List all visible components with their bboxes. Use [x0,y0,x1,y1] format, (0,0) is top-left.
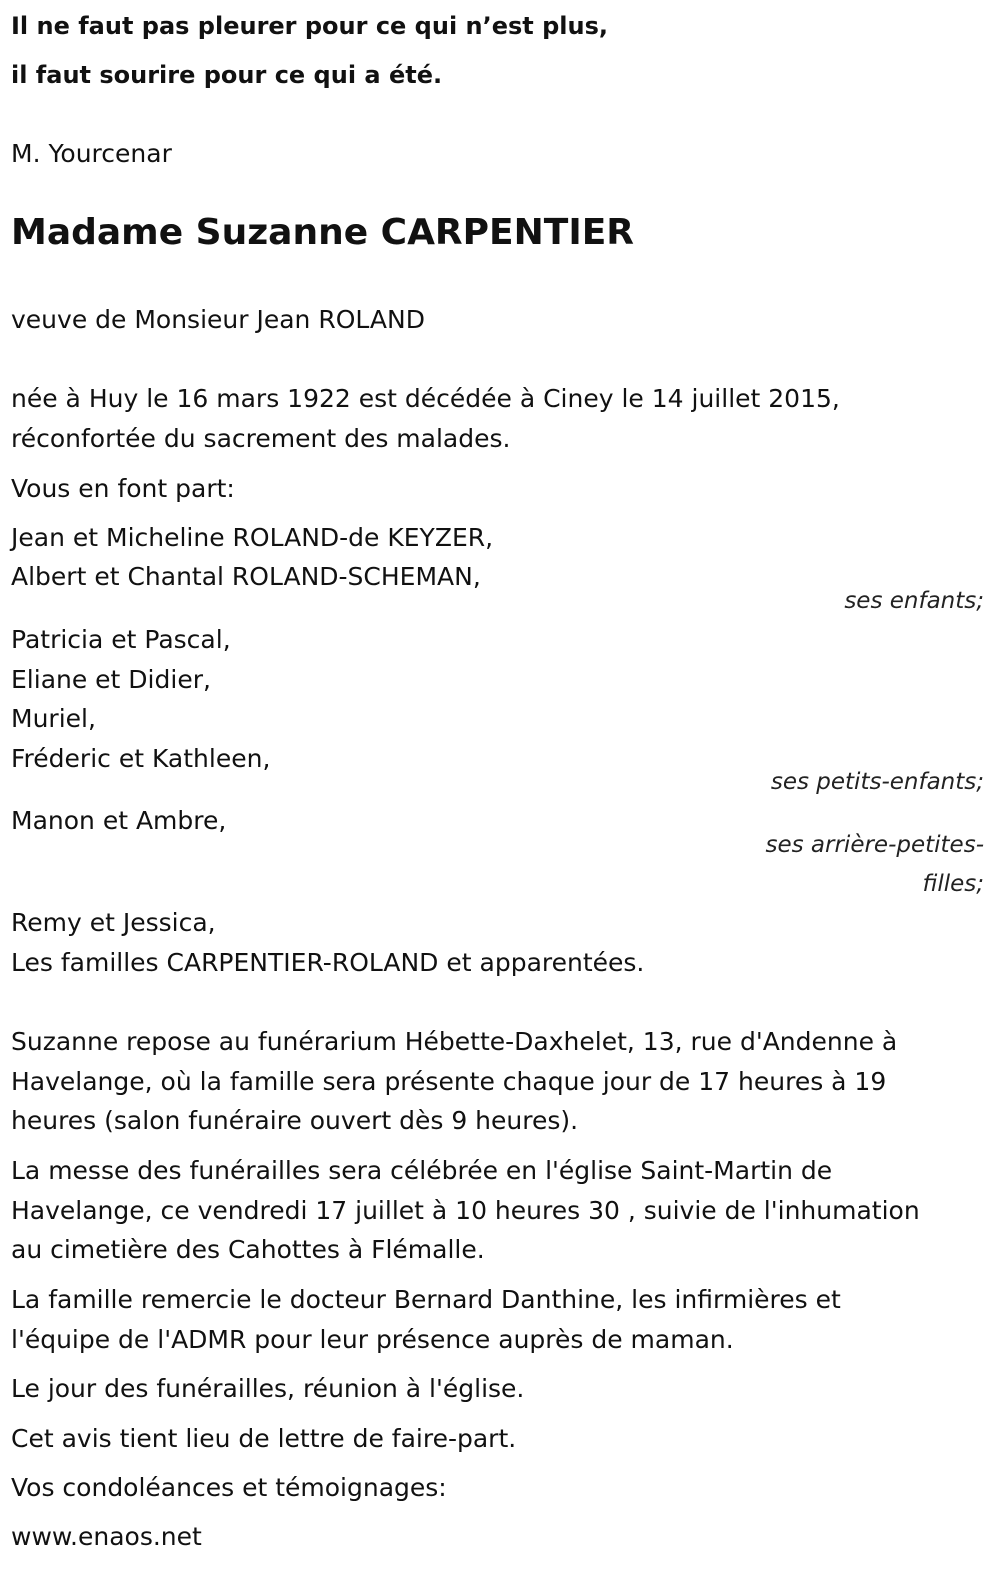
deceased-name: Madame Suzanne CARPENTIER [11,212,635,253]
funerarium-line: Havelange, où la famille sera présente chaque jour de 17 heures à 19 [11,1067,887,1096]
mass-line: Havelange, ce vendredi 17 juillet à 10 heures 30 , suivie de l'inhumation [11,1196,920,1225]
funerarium-line: Suzanne repose au funérarium Hébette-Daxhelet, 13, rue d'Andenne à [11,1027,898,1056]
quote-author: M. Yourcenar [11,139,172,168]
great-grandchildren-role-line-2: filles; [922,871,984,897]
great-grandchild-name: Manon et Ambre, [11,806,227,835]
birth-death-line-2: réconfortée du sacrement des malades. [11,424,511,453]
thanks-line: l'équipe de l'ADMR pour leur présence auprès de maman. [11,1325,734,1354]
child-name: Albert et Chantal ROLAND-SCHEMAN, [11,562,481,591]
notice-line: Cet avis tient lieu de lettre de faire-part. [11,1424,517,1453]
children-role: ses enfants; [844,588,984,614]
child-name: Jean et Micheline ROLAND-de KEYZER, [11,523,494,552]
thanks-line: La famille remercie le docteur Bernard Danthine, les infirmières et [11,1285,841,1314]
quote-line-2: il faut sourire pour ce qui a été. [11,61,443,89]
grandchild-name: Patricia et Pascal, [11,625,231,654]
other-family-line: Les familles CARPENTIER-ROLAND et apparentées. [11,948,645,977]
mass-line: La messe des funérailles sera célébrée en l'église Saint-Martin de [11,1156,833,1185]
other-family-line: Remy et Jessica, [11,908,216,937]
grandchildren-role: ses petits-enfants; [770,769,984,795]
meeting-line: Le jour des funérailles, réunion à l'église. [11,1374,525,1403]
birth-death-line-1: née à Huy le 16 mars 1922 est décédée à Ciney le 14 juillet 2015, [11,384,840,413]
spouse-line: veuve de Monsieur Jean ROLAND [11,305,425,334]
quote-line-1: Il ne faut pas pleurer pour ce qui n’est plus, [11,12,609,40]
condolences-label: Vos condoléances et témoignages: [11,1473,447,1502]
grandchild-name: Eliane et Didier, [11,665,211,694]
announce-intro: Vous en font part: [11,474,235,503]
mass-line: au cimetière des Cahottes à Flémalle. [11,1235,485,1264]
great-grandchildren-role-line-1: ses arrière-petites- [765,832,984,858]
funerarium-line: heures (salon funéraire ouvert dès 9 heures). [11,1106,579,1135]
website-link[interactable]: www.enaos.net [11,1522,202,1551]
grandchild-name: Fréderic et Kathleen, [11,744,271,773]
grandchild-name: Muriel, [11,704,96,733]
